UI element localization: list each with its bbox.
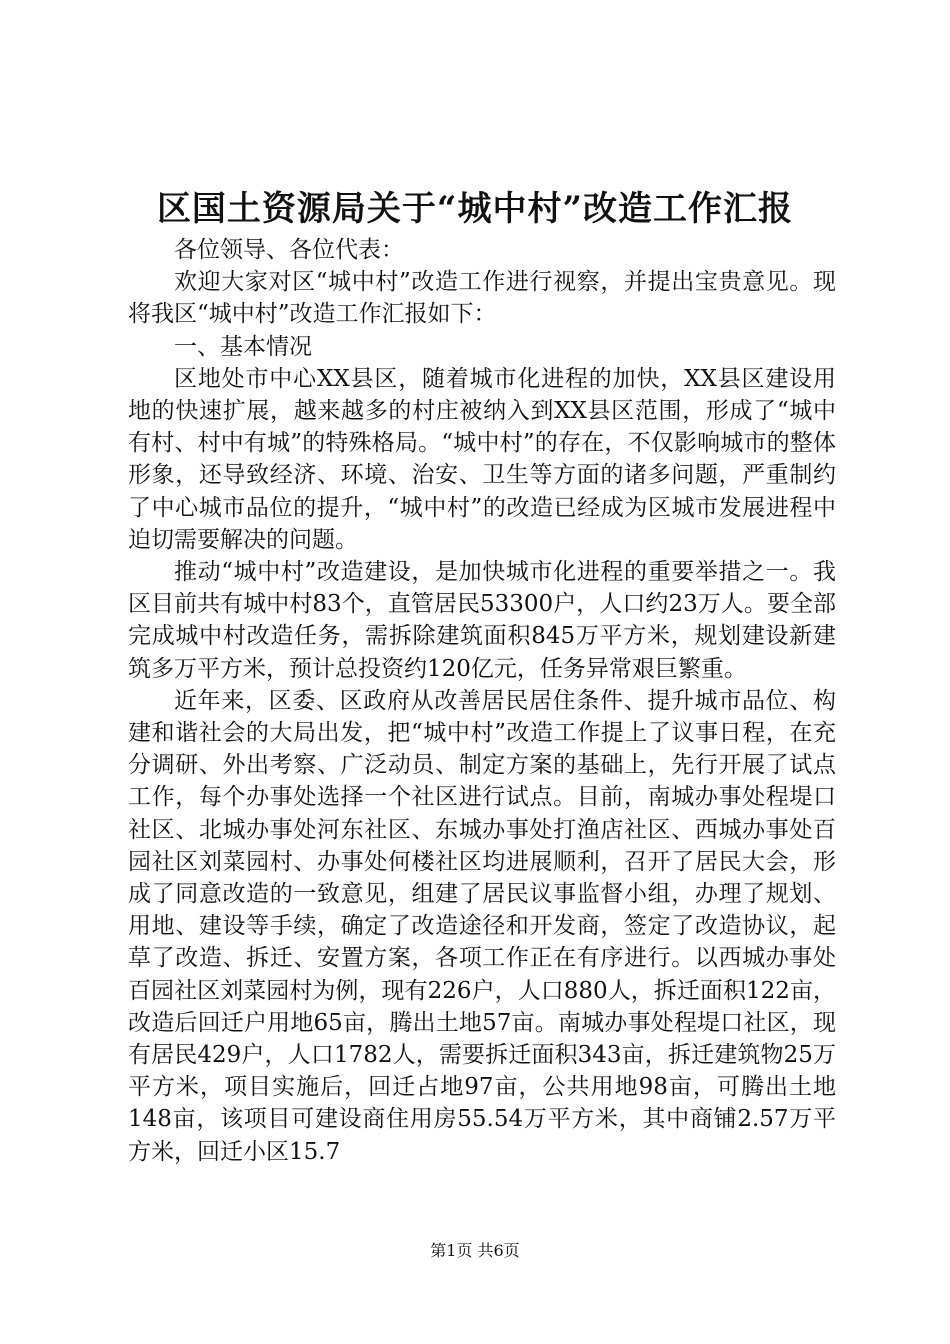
paragraph-pilot-work: 近年来，区委、区政府从改善居民居住条件、提升城市品位、构建和谐社会的大局出发，把“城中村”改造工作提上了议事日程，在充分调研、外出考察、广泛动员、制定方案的基础上，先行开展了试点工作，每个办事处选择一个社区进行试点。目前，南城办事处程堤口社区、北城办事处河东社区、东城办事处打渔店社区、西城办事处百园社区刘菜园村、办事处何楼社区均进展顺利，召开了居民大会，形成了同意改造的一致意见，组建了居民议事监督小组，办理了规划、用地、建设等手续，确定了改造途径和开发商，签定了改造协议，起草了改造、拆迁、安置方案，各项工作正在有序进行。以西城办事处百园社区刘菜园村为例，现有226户，人口880人，拆迁面积122亩，改造后回迁户用地65亩，腾出土地57亩。南城办事处程堤口社区，现有居民429户，人口1782人，需要拆迁面积343亩，拆迁建筑物25万平方米，项目实施后，回迁占地97亩，公共用地98亩，可腾出土地148亩，该项目可建设商住用房55.54万平方米，其中商铺2.57万平方米，回迁小区15.7 [128, 687, 836, 1165]
document-body [128, 234, 836, 1168]
paragraph-location: 区地处市中心XX县区，随着城市化进程的加快，XX县区建设用地的快速扩展，越来越多的村庄被纳入到XX县区范围，形成了“城中有村、村中有城”的特殊格局。“城中村”的存在，不仅影响城市的整体形象，还导致经济、环境、治安、卫生等方面的诸多问题，严重制约了中心城市品位的提升，“城中村”的改造已经成为区城市发展进程中迫切需要解决的问题。 [128, 365, 836, 553]
section-heading-basic-situation: 一、基本情况 [174, 333, 312, 360]
paragraph-statistics: 推动“城中村”改造建设，是加快城市化进程的重要举措之一。我区目前共有城中村83个，直管居民53300户，人口约23万人。要全部完成城中村改造任务，需拆除建筑面积845万平方米，规划建设新建筑多万平方米，预计总投资约120亿元，任务异常艰巨繁重。 [128, 559, 836, 682]
paragraph-intro: 欢迎大家对区“城中村”改造工作进行视察，并提出宝贵意见。现将我区“城中村”改造工作汇报如下： [128, 269, 836, 328]
document-title: 区国土资源局关于“城中村”改造工作汇报 [156, 189, 794, 229]
page-number-footer: 第1页 共6页 [430, 1241, 520, 1260]
salutation: 各位领导、各位代表： [174, 237, 404, 263]
